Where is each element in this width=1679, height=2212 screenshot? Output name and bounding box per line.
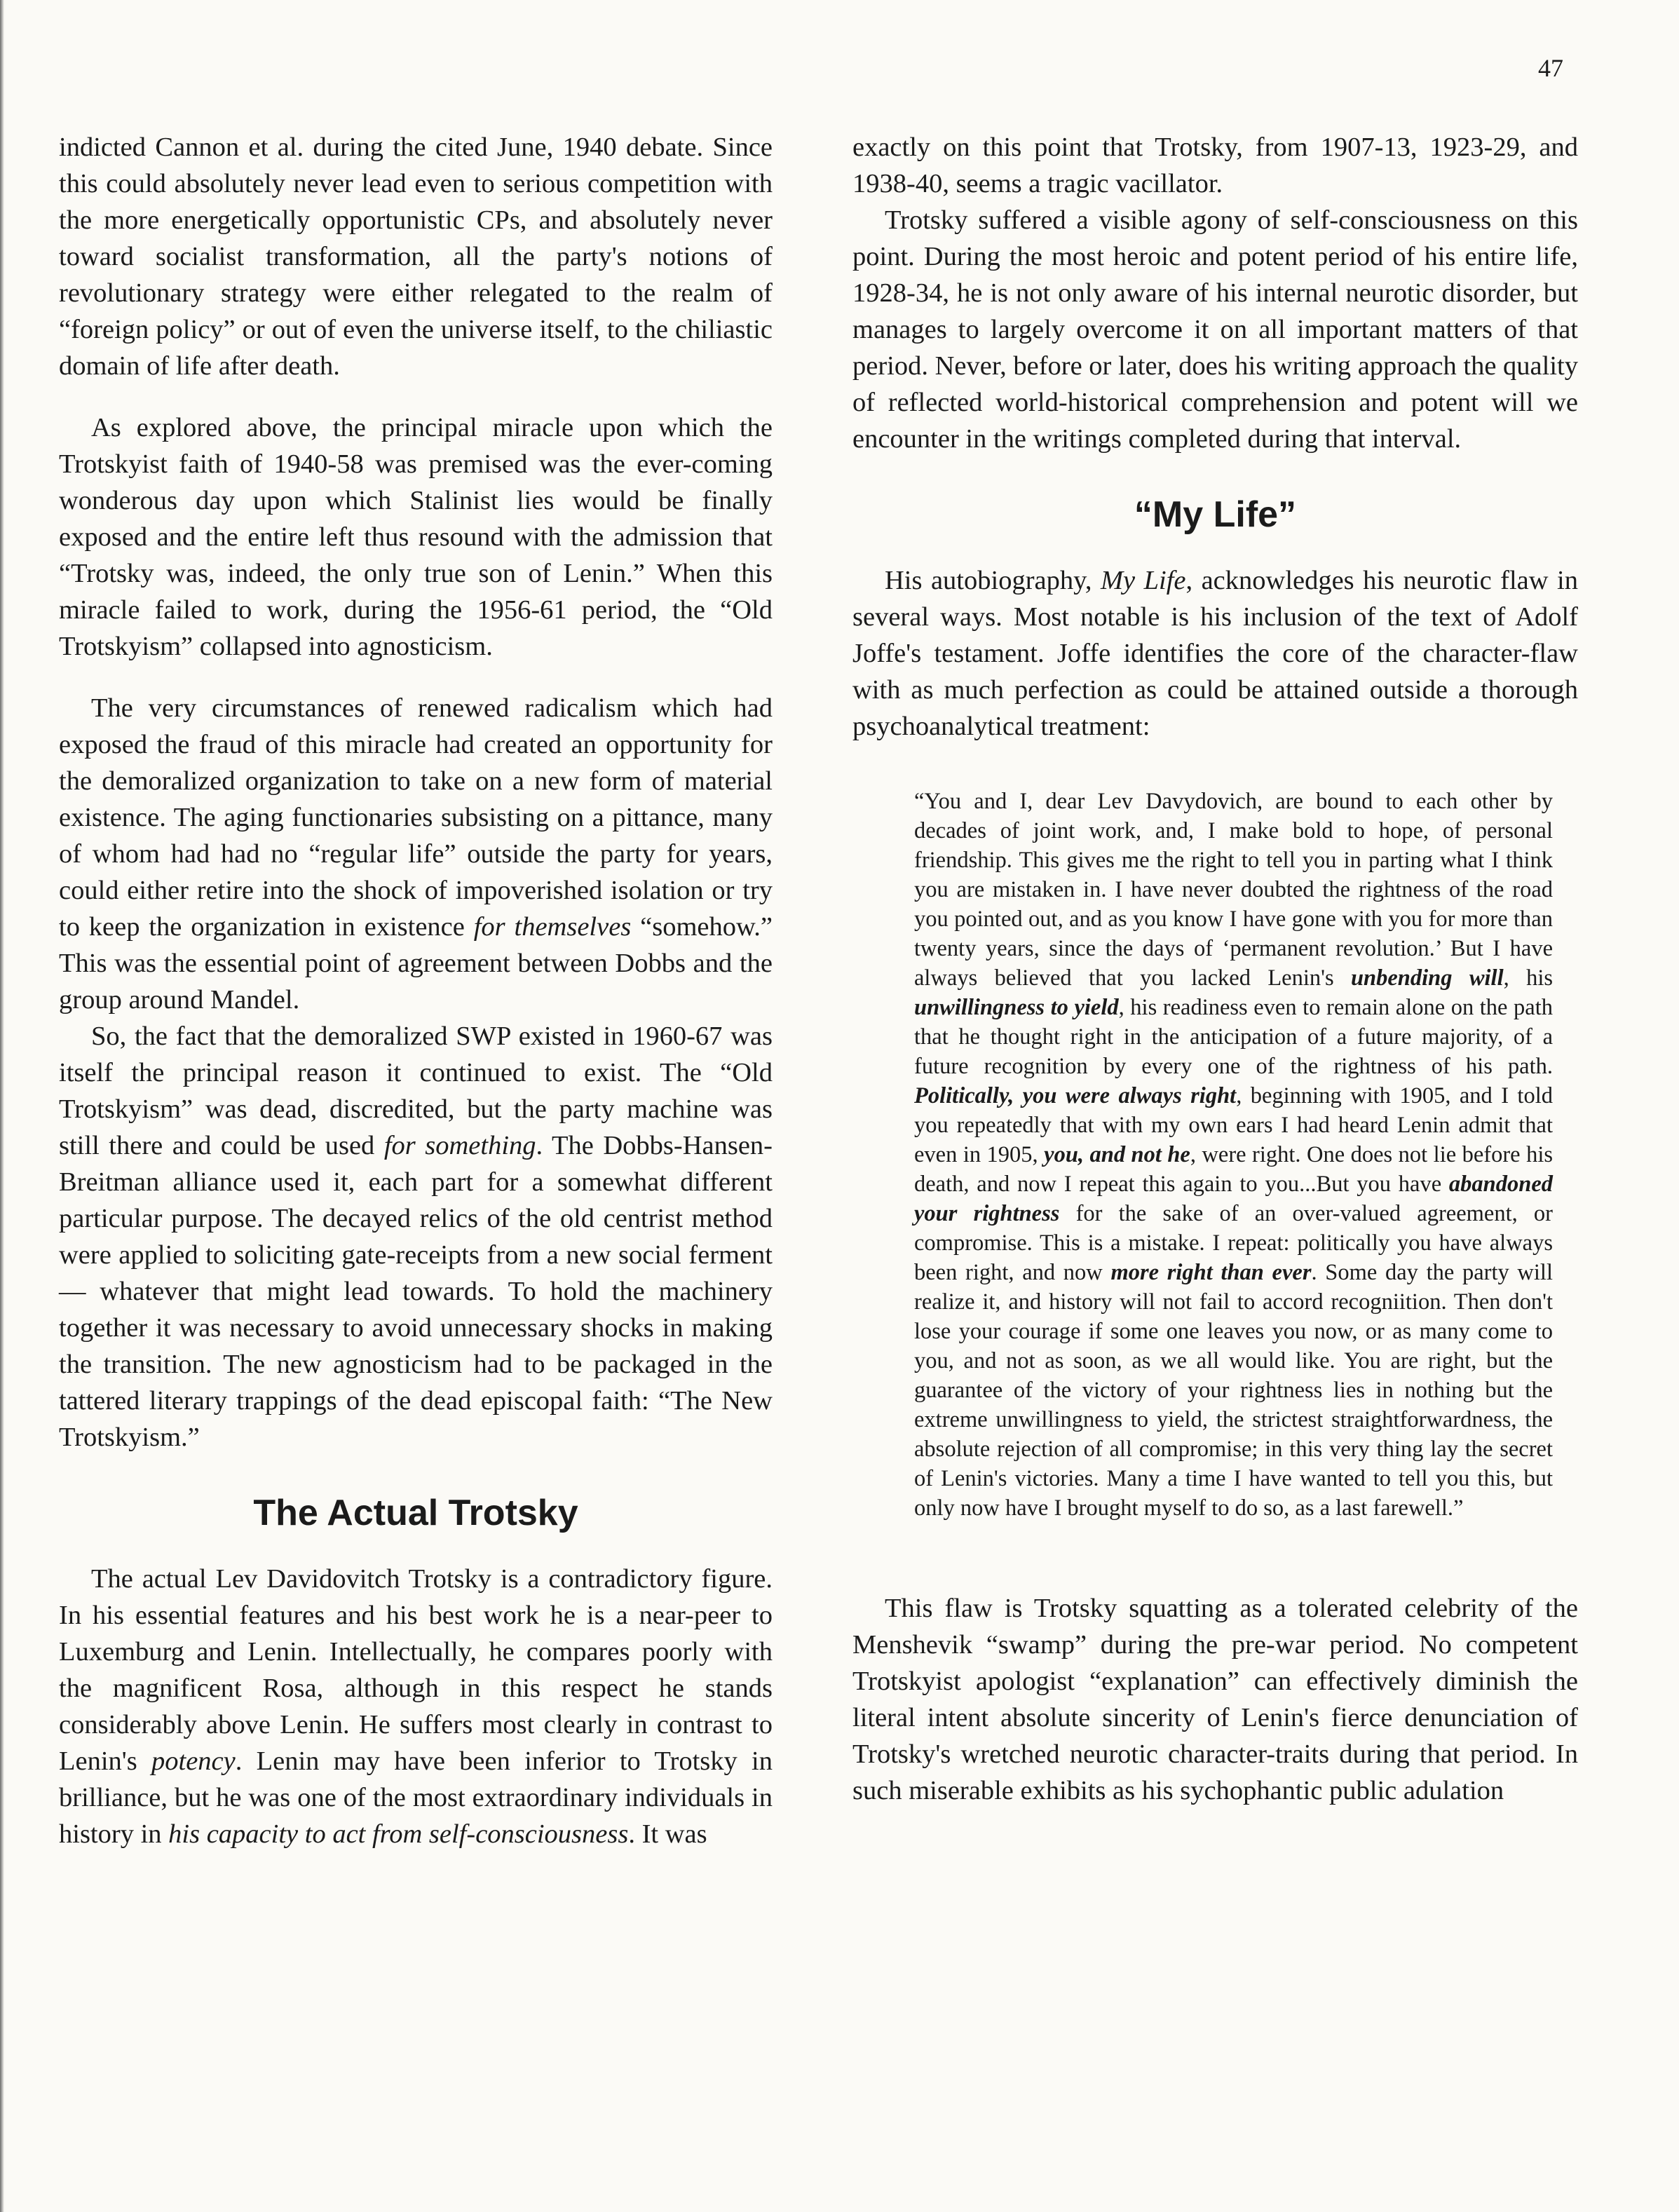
text-run: , were right. One does not lie before his death, and now I repeat this again to you...But you have [914, 1142, 1553, 1197]
emphasis-text: abandoned your rightness [914, 1172, 1553, 1226]
right-column [852, 129, 1578, 1809]
text-run: . Some day the party will realize it, and history will not fail to accord recogniition. Then don't lose your courage if some one leaves you now, or as many come to you, and not as soon, as we all would like. You are right, but the guarantee of the victory of your rightness lies in nothing but the extreme unwillingness to yield, the strictest straightforwardness, the absolute rejection of all compromise; in this very thing lay the secret of Lenin's victories. Many a time I have wanted to tell you this, but only now have I brought myself to do so, as a last farewell.” [914, 1260, 1553, 1521]
emphasis-text: you, and not he [1044, 1142, 1190, 1167]
text-run: So, the fact that the demoralized SWP existed in 1960-67 was itself the principal reason it continued to exist. The “Old Trotskyism” was dead, discredited, but the party machine was still there and could be used [59, 1022, 773, 1160]
book-title: My Life [1100, 566, 1186, 595]
section-heading-actual-trotsky: The Actual Trotsky [253, 1493, 578, 1533]
text-run: “You and I, dear Lev Davydovich, are bound to each other by decades of joint work, and, I make bold to hope, of personal friendship. This gives me the right to tell you in parting what I think you are mistaken in. I have never doubted the rightness of the road you pointed out, and as you know I have gone with you for more than twenty years, since the days of ‘permanent revolution.’ But I have always believed that you lacked Lenin's [914, 789, 1553, 991]
emphasis-text: unbending will [1350, 965, 1504, 991]
right-paragraph-3 [852, 562, 1578, 745]
joffe-testament-quote [914, 787, 1553, 1523]
left-paragraph-2: As explored above, the principal miracle upon which the Trotskyist faith of 1940-58 was premised was the ever-coming wonderous day upon which Stalinist lies would be finally exposed and the entire left thus resound with the admission that “Trotsky was, indeed, the only true son of Lenin.” When this miracle failed to work, during the 1956-61 period, the “Old Trotskyism” collapsed into agnosticism. [59, 413, 773, 661]
left-column [59, 129, 773, 1852]
text-run: “somehow.” This was the essential point of agreement between Dobbs and the group around Mandel. [59, 912, 773, 1015]
left-paragraph-1: indicted Cannon et al. during the cited June, 1940 debate. Since this could absolutely never lead even to serious competition with the more energetically opportunistic CPs, and absolutely never toward socialist transformation, all the party's notions of revolutionary strategy were either relegated to the realm of “foreign policy” or out of even the universe itself, to the chiliastic domain of life after death. [59, 133, 773, 381]
section-heading-my-life: “My Life” [1134, 494, 1297, 535]
emphasis-text: for themselves [473, 912, 632, 942]
emphasis-text: potency [151, 1746, 236, 1776]
text-run: , his readiness even to remain alone on the path that he thought right in the anticipation of a future majority, of a future recognition by every one of the rightness of his path. [914, 995, 1553, 1079]
text-run: , his [1503, 965, 1554, 991]
emphasis-text: more right than ever [1110, 1260, 1312, 1285]
right-paragraph-4: This flaw is Trotsky squatting as a tolerated celebrity of the Menshevik “swamp” during the pre-war period. No competent Trotskyist apologist “explanation” can effectively diminish the literal intent absolute sincerity of Lenin's fierce denunciation of Trotsky's wretched neurotic character-traits during that period. In such miserable exhibits as his sychophantic public adulation [852, 1594, 1578, 1805]
text-run: , acknowledges his neurotic flaw in several ways. Most notable is his inclusion of the text of Adolf Joffe's testament. Joffe identifies the core of the character-flaw with as much perfection as could be attained outside a thorough psychoanalytical treatment: [852, 566, 1578, 741]
text-run: for the sake of an over-valued agreement, or compromise. This is a mistake. I repeat: politically you have always been right, and now [914, 1201, 1553, 1285]
emphasis-text: for something [383, 1131, 536, 1160]
page-number: 47 [1538, 54, 1563, 82]
right-paragraph-1: exactly on this point that Trotsky, from 1907-13, 1923-29, and 1938-40, seems a tragic vacillator. [852, 133, 1578, 198]
page-binding-edge [0, 0, 4, 2212]
text-run: , beginning with 1905, and I told you repeatedly that with my own ears I had heard Lenin admit that even in 1905, [914, 1083, 1553, 1167]
emphasis-text: his capacity to act from self-consciousness [168, 1819, 629, 1849]
left-paragraph-4 [59, 1018, 773, 1456]
text-run: The actual Lev Davidovitch Trotsky is a contradictory figure. In his essential features and his best work he is a near-peer to Luxemburg and Lenin. Intellectually, he compares poorly with the magnificent Rosa, although in this respect he stands considerably above Lenin. He suffers most clearly in contrast to Lenin's [59, 1564, 773, 1776]
left-paragraph-3 [59, 690, 773, 1018]
text-run: . It was [628, 1819, 707, 1849]
text-run: . Lenin may have been inferior to Trotsky in brilliance, but he was one of the most extraordinary individuals in history in [59, 1746, 773, 1849]
text-run: His autobiography, [885, 566, 1101, 595]
emphasis-text: unwillingness to yield [914, 995, 1119, 1020]
right-paragraph-2: Trotsky suffered a visible agony of self-consciousness on this point. During the most heroic and potent period of his entire life, 1928-34, he is not only aware of his internal neurotic disorder, but manages to largely overcome it on all important matters of that period. Never, before or later, does his writing approach the quality of reflected world-historical comprehension and potent will we encounter in the writings completed during that interval. [852, 205, 1578, 454]
text-run: The very circumstances of renewed radicalism which had exposed the fraud of this miracle had created an opportunity for the demoralized organization to take on a new form of material existence. The aging functionaries subsisting on a pittance, many of whom had had no “regular life” outside the party for years, could either retire into the shock of impoverished isolation or try to keep the organization in existence [59, 693, 773, 942]
text-run: . The Dobbs-Hansen-Breitman alliance used it, each part for a somewhat different particular purpose. The decayed relics of the old centrist method were applied to soliciting gate-receipts from a new social ferment — whatever that might lead towards. To hold the machinery together it was necessary to avoid unnecessary shocks in making the transition. The new agnosticism had to be packaged in the tattered literary trappings of the dead episcopal faith: “The New Trotskyism.” [59, 1131, 773, 1452]
left-paragraph-5 [59, 1561, 773, 1852]
emphasis-text: Politically, you were always right [914, 1083, 1237, 1108]
quote-text [914, 787, 1553, 1523]
